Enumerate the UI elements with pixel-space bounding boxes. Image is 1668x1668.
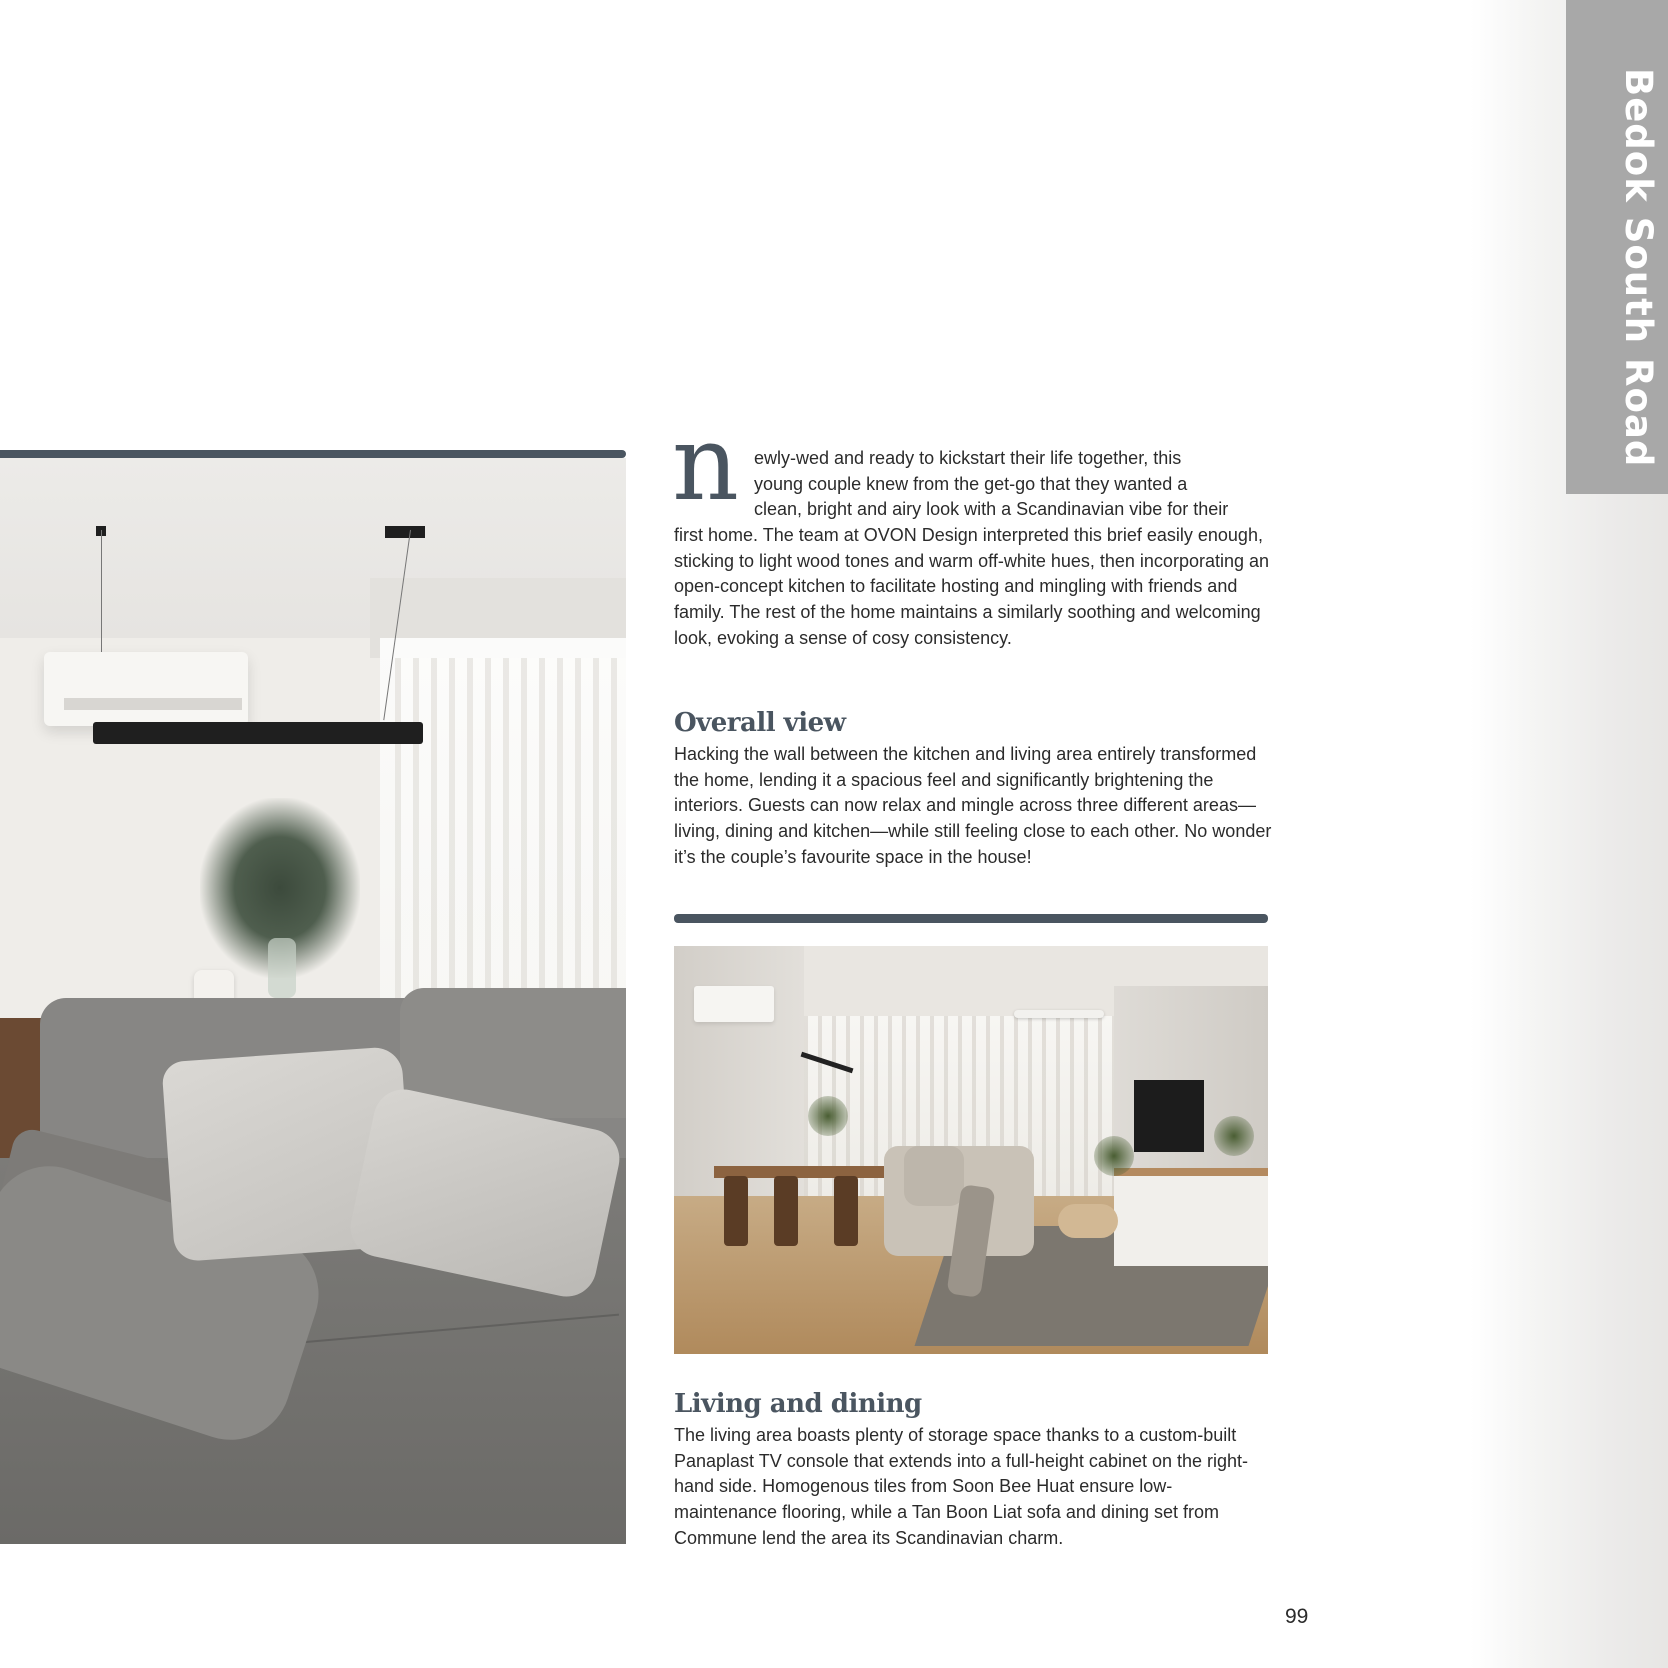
page-number: 99 [1285,1605,1309,1628]
drop-cap: n [672,402,739,524]
living-dining-heading: Living and dining [674,1389,922,1419]
intro-line: young couple knew from the get-go that they wanted a [754,474,1188,494]
photo-top-rule [0,450,626,458]
overall-view-heading: Overall view [674,708,846,738]
intro-line: clean, bright and airy look with a Scandinavian vibe for their [754,499,1229,519]
living-dining-paragraph: The living area boasts plenty of storage space thanks to a custom-built Panaplast TV console that extends into a full-height cabinet on the right-hand side. Homogenous tiles from Soon Bee Huat ensure low-maintenance flooring, while a Tan Boon Liat sofa and dining set from Commune lend the area its Scandinavian charm. [674,1425,1249,1548]
section-tab-label: Bedok South Road [1617,68,1660,468]
living-room-sofa-photo [0,458,626,1544]
intro-line: ewly-wed and ready to kickstart their life together, this [754,448,1182,468]
overall-view-paragraph: Hacking the wall between the kitchen and living area entirely transformed the home, lending it a spacious feel and significantly brightening the interiors. Guests can now relax and mingle across three different areas—living, dining and kitchen—while still feeling close to each other. No wonder it’s the couple’s favourite space in the house! [674,744,1272,867]
living-dining-photo [674,946,1268,1354]
photo-divider-rule [674,914,1268,923]
intro-paragraph: first home. The team at OVON Design interpreted this brief easily enough, sticking to light wood tones and warm off-white hues, then incorporating an open-concept kitchen to facilitate hosting and mingling with friends and family. The rest of the home maintains a similarly soothing and welcoming look, evoking a sense of cosy consistency. [674,525,1270,648]
